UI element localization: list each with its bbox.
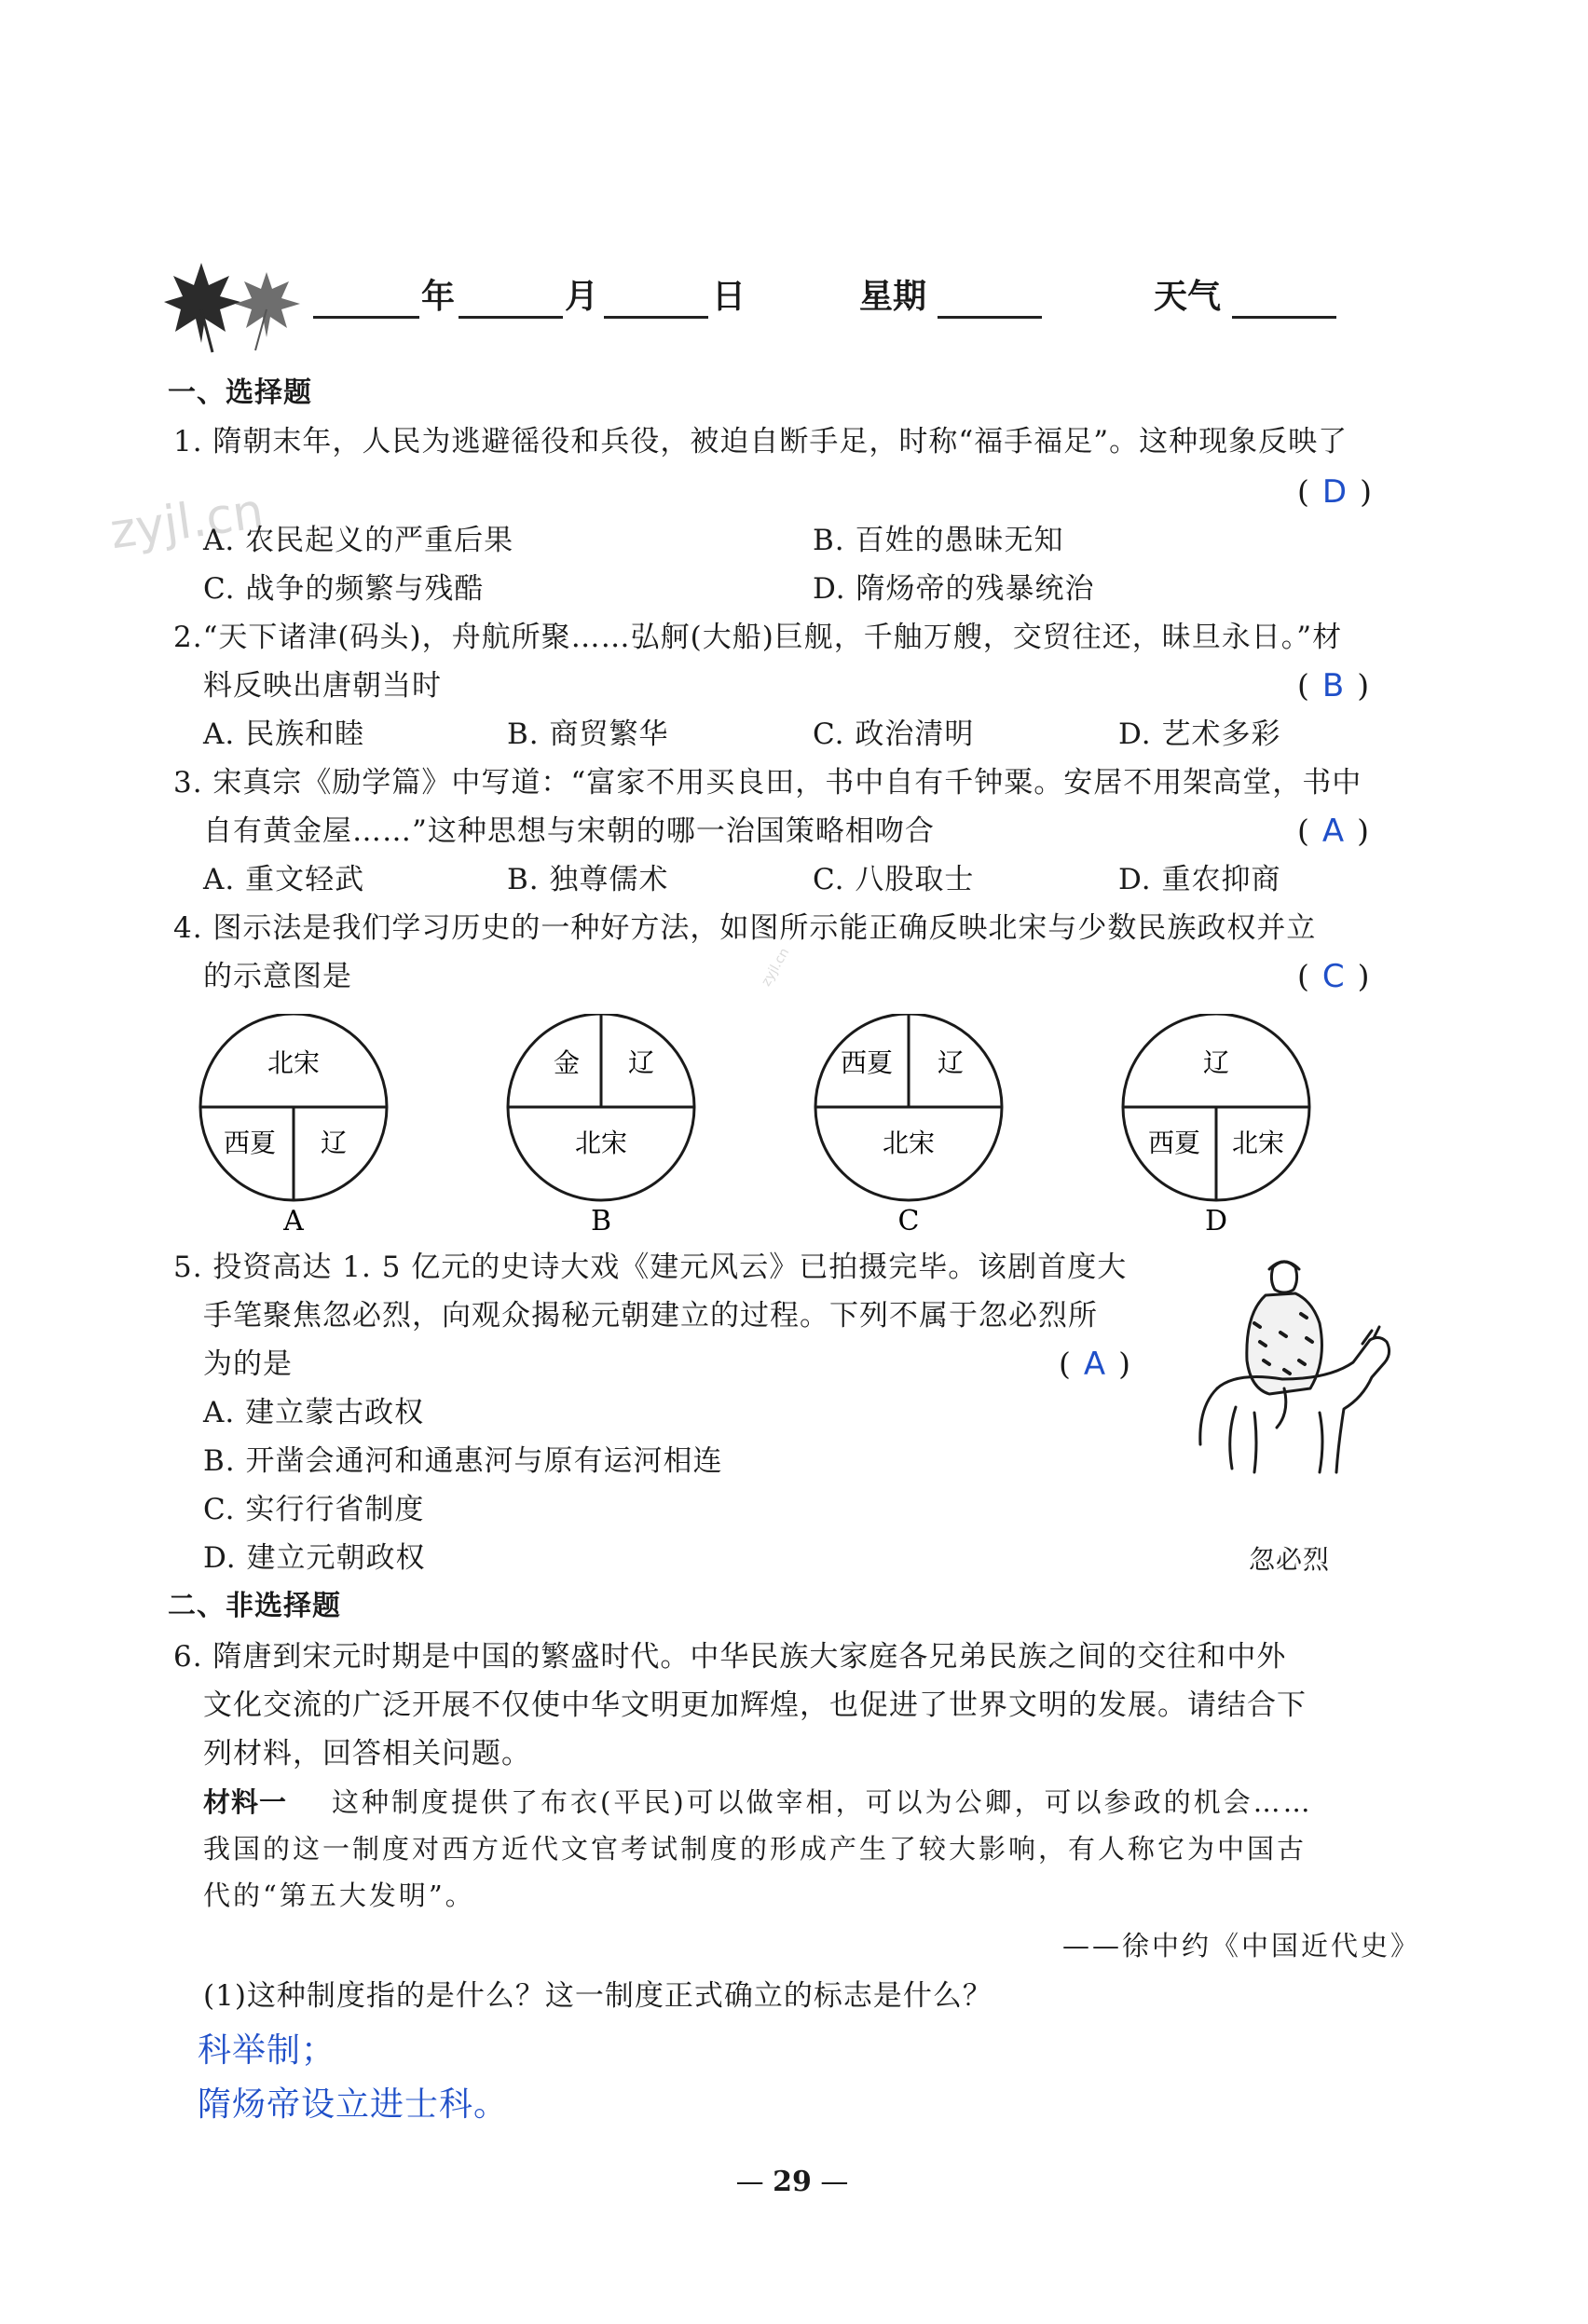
q6-answer-line2: 隋炀帝设立进士科。 [198, 2085, 509, 2124]
kublai-khan-caption: 忽必烈 [1249, 1544, 1331, 1575]
weather-blank[interactable] [1232, 316, 1336, 319]
q3-answer: ( A ) [1297, 813, 1370, 850]
q3-option-a: A. 重文轻武 [203, 863, 365, 896]
q2-answer: ( B ) [1297, 667, 1370, 704]
q1-option-d: D. 隋炀帝的残暴统治 [813, 572, 1095, 606]
weekday-blank[interactable] [938, 316, 1042, 319]
q4-answer: ( C ) [1297, 958, 1370, 995]
diagram-c-top-left: 西夏 [840, 1047, 894, 1078]
diagram-a-bottom-right: 辽 [320, 1128, 348, 1158]
diagram-d-bottom-right: 北宋 [1231, 1128, 1285, 1158]
q2-option-a: A. 民族和睦 [203, 718, 365, 751]
q6-subquestion-1: (1)这种制度指的是什么？这一制度正式确立的标志是什么？ [203, 1979, 992, 2013]
q5-stem-line2: 手笔聚焦忽必烈，向观众揭秘元朝建立的过程。下列不属于忽必烈所 [203, 1299, 1098, 1333]
material-source: ——徐中约《中国近代史》 [1062, 1930, 1421, 1962]
q1-stem: 1. 隋朝末年，人民为逃避徭役和兵役，被迫自断手足，时称“福手福足”。这种现象反映了 [173, 425, 1348, 458]
year-blank[interactable] [313, 316, 419, 319]
q1-option-c: C. 战争的频繁与残酷 [203, 572, 485, 606]
q2-answer-letter: B [1321, 667, 1345, 704]
material-one-label: 材料一 [203, 1786, 288, 1818]
section-title-choice: 一、选择题 [168, 376, 312, 409]
q4-diagrams [186, 1014, 1333, 1237]
q2-stem-line2: 料反映出唐朝当时 [203, 669, 442, 703]
watermark-small: zyjl.cn [759, 945, 793, 990]
diagram-d-bottom-left: 西夏 [1147, 1128, 1201, 1158]
q2-option-c: C. 政治清明 [813, 718, 975, 751]
month-label: 月 [565, 278, 599, 316]
diagram-d-label: D [1204, 1205, 1228, 1237]
diagram-a [200, 1014, 387, 1237]
q5-answer: ( A ) [1059, 1346, 1131, 1383]
q1-answer: ( D ) [1297, 473, 1372, 511]
q2-option-b: B. 商贸繁华 [507, 718, 669, 751]
material-one-line2: 我国的这一制度对西方近代文官考试制度的形成产生了较大影响，有人称它为中国古 [203, 1833, 1307, 1865]
year-label: 年 [421, 278, 456, 316]
q5-option-c: C. 实行行省制度 [203, 1493, 425, 1526]
day-blank[interactable] [604, 316, 708, 319]
diagram-c [815, 1014, 1002, 1237]
q3-option-d: D. 重农抑商 [1118, 863, 1281, 896]
q1-option-a: A. 农民起义的严重后果 [203, 524, 514, 557]
q2-option-d: D. 艺术多彩 [1118, 718, 1281, 751]
maple-leaf-icon [164, 253, 313, 356]
q1-answer-letter: D [1321, 473, 1348, 511]
q1-option-b: B. 百姓的愚昧无知 [813, 524, 1064, 557]
section-title-nonchoice: 二、非选择题 [168, 1590, 341, 1622]
watermark: zyjl.cn [106, 483, 267, 561]
q3-stem-line2: 自有黄金屋……”这种思想与宋朝的哪一治国策略相吻合 [203, 814, 935, 848]
diagram-c-label: C [897, 1205, 920, 1237]
q5-stem-line3: 为的是 [203, 1347, 293, 1381]
weather-label: 天气 [1154, 278, 1222, 316]
diagram-a-top: 北宋 [267, 1047, 321, 1078]
q6-stem-line3: 列材料，回答相关问题。 [203, 1737, 531, 1770]
q3-answer-letter: A [1321, 813, 1345, 850]
weekday-label: 星期 [859, 278, 927, 316]
page-number-value: 29 [773, 2166, 812, 2198]
diagram-a-bottom-left: 西夏 [223, 1128, 277, 1158]
diagram-a-label: A [283, 1205, 304, 1237]
q4-stem-line1: 4. 图示法是我们学习历史的一种好方法，如图所示能正确反映北宋与少数民族政权并立 [173, 911, 1317, 945]
material-one-line1: 这种制度提供了布衣(平民)可以做宰相，可以为公卿，可以参政的机会…… [332, 1786, 1313, 1818]
diagram-d-top: 辽 [1202, 1047, 1230, 1078]
diagram-d [1123, 1014, 1309, 1237]
diagram-b-top-left: 金 [553, 1047, 581, 1078]
diagram-b [508, 1014, 694, 1237]
q5-option-d: D. 建立元朝政权 [203, 1541, 426, 1575]
q3-option-c: C. 八股取士 [813, 863, 975, 896]
q3-option-b: B. 独尊儒术 [507, 863, 669, 896]
q5-stem-line1: 5. 投资高达 1. 5 亿元的史诗大戏《建元风云》已拍摄完毕。该剧首度大 [173, 1251, 1128, 1284]
q5-answer-letter: A [1083, 1346, 1106, 1383]
q6-stem-line2: 文化交流的广泛开展不仅使中华文明更加辉煌，也促进了世界文明的发展。请结合下 [203, 1688, 1307, 1722]
q4-stem-line2: 的示意图是 [203, 960, 352, 993]
q4-answer-letter: C [1321, 958, 1345, 995]
diagram-b-top-right: 辽 [627, 1047, 655, 1078]
q6-stem-line1: 6. 隋唐到宋元时期是中国的繁盛时代。中华民族大家庭各兄弟民族之间的交往和中外 [173, 1640, 1287, 1674]
diagram-b-bottom: 北宋 [574, 1128, 628, 1158]
page-number: — 29 — [735, 2166, 849, 2198]
q3-stem-line1: 3. 宋真宗《励学篇》中写道：“富家不用买良田，书中自有千钟粟。安居不用架高堂，书中 [173, 766, 1362, 800]
day-label: 日 [712, 278, 746, 316]
diagram-b-label: B [590, 1205, 612, 1237]
diagram-c-bottom: 北宋 [882, 1128, 936, 1158]
diagram-c-top-right: 辽 [937, 1047, 965, 1078]
q2-stem-line1: 2.“天下诸津(码头)，舟航所聚……弘舸(大船)巨舰，千舳万艘，交贸往还，昧旦永日。”材 [173, 621, 1343, 654]
q5-option-a: A. 建立蒙古政权 [203, 1396, 425, 1429]
material-one-line3: 代的“第五大发明”。 [203, 1880, 475, 1911]
q6-answer-line1: 科举制； [198, 2031, 336, 2070]
q5-option-b: B. 开凿会通河和通惠河与原有运河相连 [203, 1444, 723, 1478]
kublai-khan-illustration [1180, 1249, 1403, 1500]
month-blank[interactable] [459, 316, 563, 319]
